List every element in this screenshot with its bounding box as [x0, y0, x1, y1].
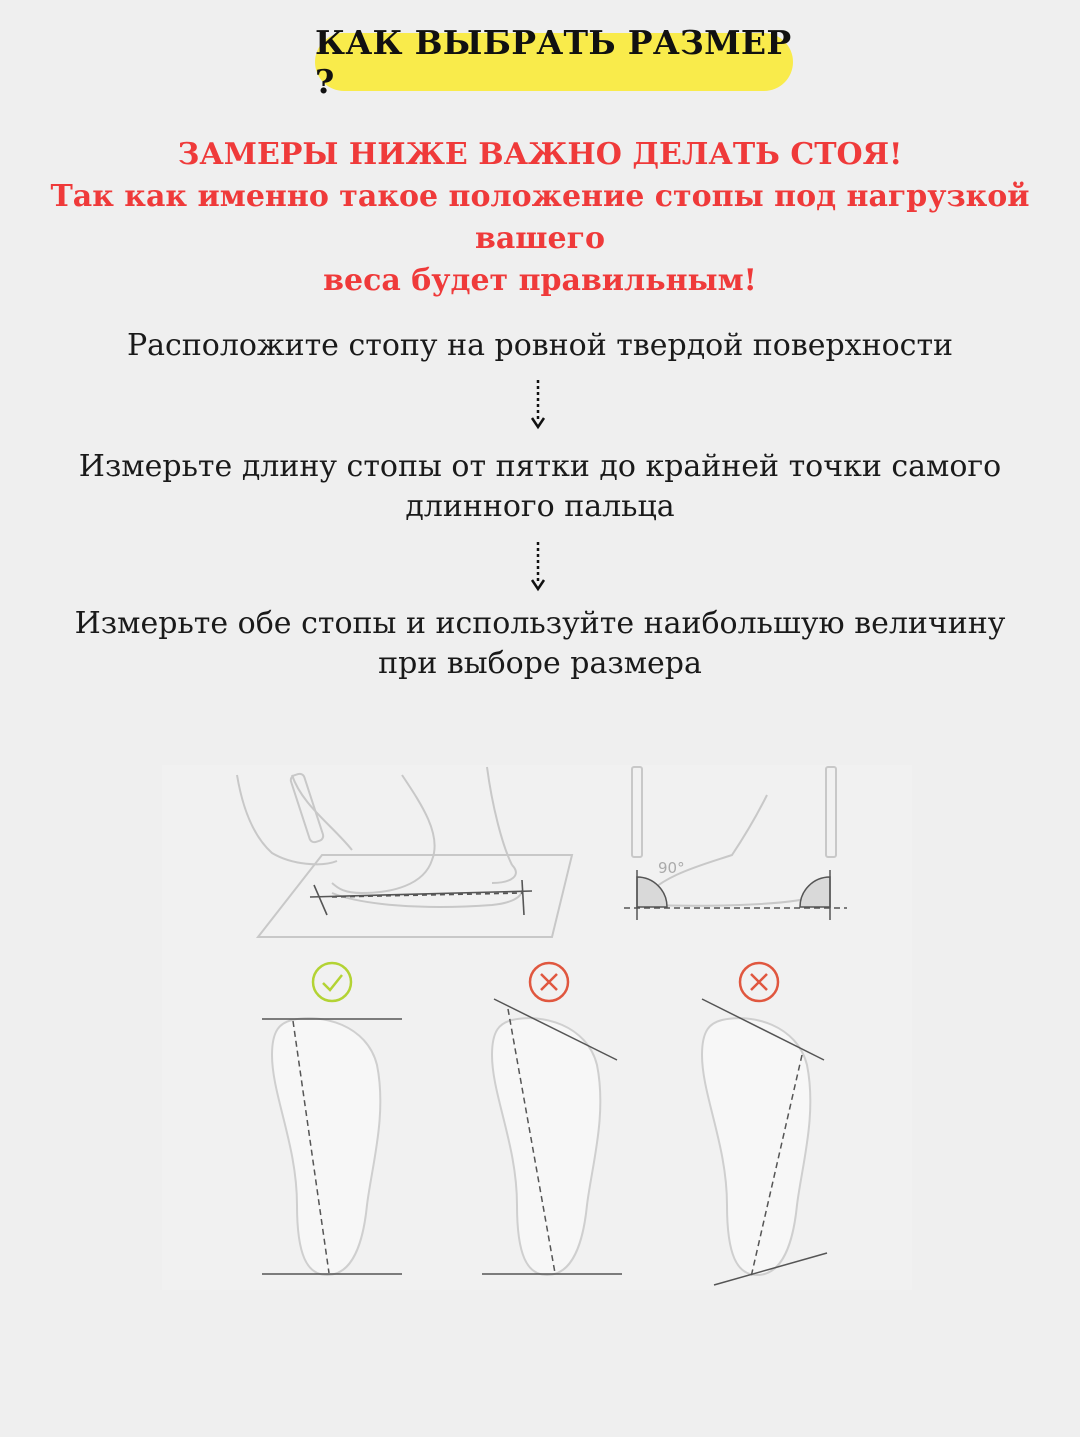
arrow-down-icon: [528, 378, 548, 432]
arrow-down-icon: [528, 540, 548, 594]
warning-line-2: Так как именно такое положение стопы под нагрузкой вашего: [50, 179, 1030, 256]
step-1-text: Расположите стопу на ровной твердой поверхности: [126, 328, 954, 363]
step-2-line-1: Измерьте длину стопы от пятки до крайней точки самого: [78, 449, 1002, 484]
page-title: [315, 23, 793, 101]
page-title-text: КАК ВЫБРАТЬ РАЗМЕР ?: [315, 23, 792, 101]
standing-warning: [0, 134, 1080, 302]
warning-line-1: ЗАМЕРЫ НИЖЕ ВАЖНО ДЕЛАТЬ СТОЯ!: [177, 137, 903, 172]
step-3: [40, 604, 1040, 684]
foot-measurement-illustration: [162, 765, 912, 1290]
angle-label: 90°: [658, 859, 685, 877]
step-3-line-1: Измерьте обе стопы и используйте наибольшую величину: [74, 606, 1006, 641]
warning-line-3: веса будет правильным!: [323, 263, 757, 298]
step-2: [40, 447, 1040, 527]
step-3-line-2: при выборе размера: [378, 646, 702, 681]
step-2-line-2: длинного пальца: [405, 489, 675, 524]
step-1: [40, 326, 1040, 366]
